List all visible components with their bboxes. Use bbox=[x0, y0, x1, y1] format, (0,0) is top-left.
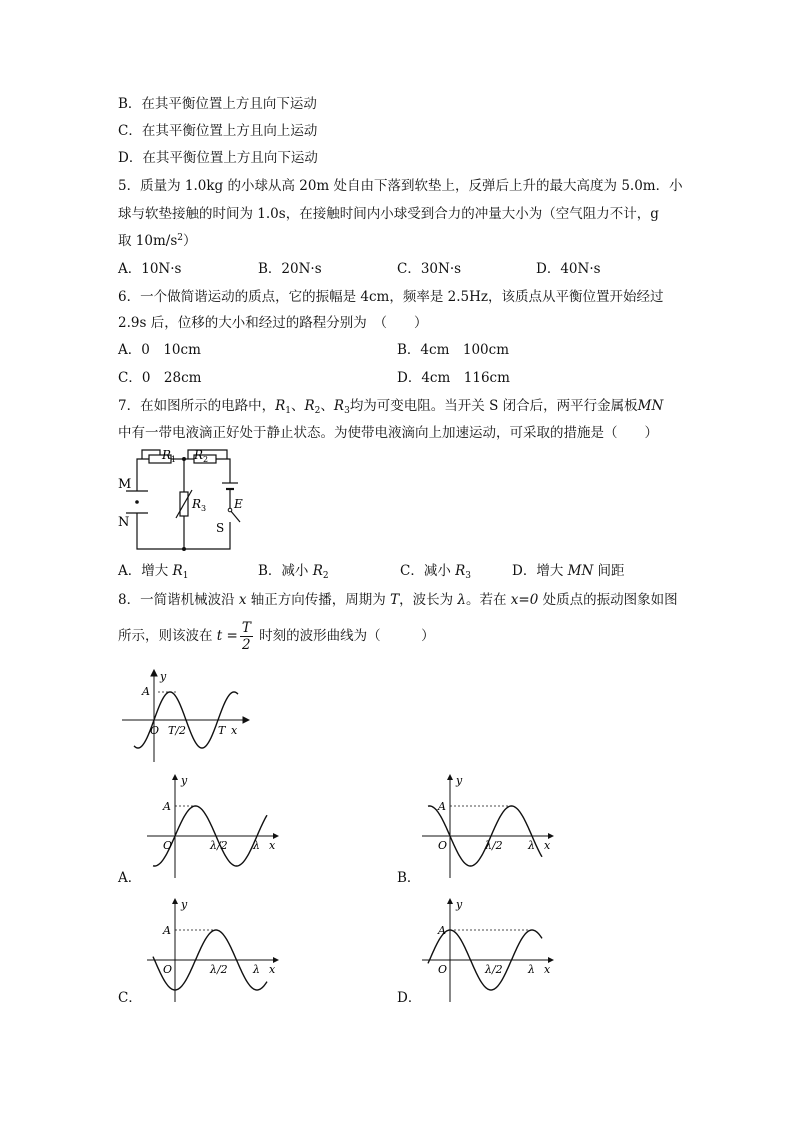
vibration-graph bbox=[118, 668, 250, 764]
q5-line3: 取 $10m/s^2$） bbox=[118, 233, 197, 249]
axis-y-label: y bbox=[160, 670, 167, 683]
label-lambda: λ bbox=[253, 839, 260, 852]
label-t-half: T/2 bbox=[168, 724, 187, 737]
label-lambda: λ bbox=[253, 963, 260, 976]
q5-line1: 5．质量为 1.0kg 的小球从高 20m 处自由下落到软垫上，反弹后上升的最大高度为 5.0m．小 bbox=[118, 178, 683, 194]
label-lambda: λ bbox=[528, 839, 535, 852]
option-b-label: B． bbox=[397, 870, 421, 886]
label-m: M bbox=[118, 477, 132, 492]
droplet bbox=[135, 500, 139, 504]
axis-x-label: x bbox=[544, 963, 551, 976]
q7-option-a: A．增大 $R_1$ bbox=[118, 563, 189, 581]
q6-line2: 2.9s 后，位移的大小和经过的路程分别为 （ ） bbox=[118, 315, 428, 331]
q7-line2: 中有一带电液滴正好处于静止状态。为使带电液滴向上加速运动，可采取的措施是（ ） bbox=[118, 425, 658, 441]
q5-option-a: A．10N·s bbox=[118, 261, 182, 277]
label-s: S bbox=[216, 521, 225, 535]
y-axis-arrow bbox=[172, 898, 178, 904]
q6-option-c: C．0 28cm bbox=[118, 370, 202, 386]
label-origin: O bbox=[438, 839, 448, 852]
label-e: E bbox=[234, 497, 243, 511]
label-amplitude: A bbox=[163, 924, 171, 937]
label-amplitude: A bbox=[438, 800, 446, 813]
option-c-label: C． bbox=[118, 990, 142, 1006]
label-half-lambda: λ/2 bbox=[210, 963, 228, 976]
label-amplitude: A bbox=[438, 924, 446, 937]
q7-option-b: B．减小 $R_2$ bbox=[258, 563, 329, 581]
option-c-prev: C．在其平衡位置上方且向上运动 bbox=[118, 123, 318, 139]
axis-x-label: x bbox=[544, 839, 551, 852]
label-origin: O bbox=[150, 724, 160, 737]
axis-y-label: y bbox=[181, 898, 188, 911]
label-r2: $R_2$ bbox=[194, 448, 209, 464]
switch-lever bbox=[230, 510, 240, 522]
option-d-label: D． bbox=[397, 990, 422, 1006]
option-b-graph bbox=[420, 772, 555, 882]
label-amplitude: A bbox=[142, 685, 150, 698]
y-axis-arrow bbox=[172, 774, 178, 780]
y-axis-arrow bbox=[447, 774, 453, 780]
fraction-t-over-2: $\frac{T}{2}$ bbox=[241, 620, 251, 653]
q5-option-d: D．40N·s bbox=[536, 261, 601, 277]
label-n: N bbox=[118, 515, 130, 530]
axis-y-label: y bbox=[456, 774, 463, 787]
q7-option-c: C．减小 $R_3$ bbox=[400, 563, 472, 581]
axis-x-label: x bbox=[269, 963, 276, 976]
q7-option-d: D．增大 MN 间距 bbox=[512, 563, 625, 579]
label-t: T bbox=[218, 724, 226, 737]
q5-line2: 球与软垫接触的时间为 1.0s，在接触时间内小球受到合力的冲量大小为（空气阻力不计，g bbox=[118, 206, 659, 222]
axis-y-label: y bbox=[456, 898, 463, 911]
label-half-lambda: λ/2 bbox=[485, 839, 503, 852]
wire-top-left bbox=[137, 459, 149, 491]
axis-x-label: x bbox=[269, 839, 276, 852]
q8-line2: 所示，则该波在 t = $\frac{T}{2}$ 时刻的波形曲线为（ ） bbox=[118, 620, 435, 653]
q6-option-a: A．0 10cm bbox=[118, 342, 201, 358]
q5-option-b: B．20N·s bbox=[258, 261, 322, 277]
q5-option-c: C．30N·s bbox=[397, 261, 462, 277]
label-r3: $R_3$ bbox=[192, 497, 207, 513]
label-lambda: λ bbox=[528, 963, 535, 976]
y-axis-arrow bbox=[447, 898, 453, 904]
q7-line1: 7．在如图所示的电路中，$R_1$、$R_2$、$R_3$均为可变电阻。当开关 S 闭合后，两平行金属板MN bbox=[118, 398, 664, 416]
label-origin: O bbox=[438, 963, 448, 976]
q6-option-d: D．4cm 116cm bbox=[397, 370, 510, 386]
option-b-prev: B．在其平衡位置上方且向下运动 bbox=[118, 96, 317, 112]
label-half-lambda: λ/2 bbox=[210, 839, 228, 852]
q6-line1: 6．一个做简谐运动的质点，它的振幅是 4cm，频率是 2.5Hz，该质点从平衡位置开始经过 bbox=[118, 289, 664, 305]
label-origin: O bbox=[163, 839, 173, 852]
option-a-graph bbox=[145, 772, 280, 882]
label-r1: $R_1$ bbox=[162, 448, 177, 464]
option-c-graph bbox=[145, 896, 280, 1006]
axis-y-label: y bbox=[181, 774, 188, 787]
label-amplitude: A bbox=[163, 800, 171, 813]
option-d-prev: D．在其平衡位置上方且向下运动 bbox=[118, 150, 318, 166]
option-d-graph bbox=[420, 896, 555, 1006]
r3-arrow bbox=[176, 490, 192, 518]
axis-x-label: x bbox=[231, 724, 238, 737]
option-a-label: A． bbox=[118, 870, 142, 886]
label-origin: O bbox=[163, 963, 173, 976]
q6-option-b: B．4cm 100cm bbox=[397, 342, 510, 358]
label-half-lambda: λ/2 bbox=[485, 963, 503, 976]
q8-line1: 8．一简谐机械波沿 x 轴正方向传播，周期为 T，波长为 λ。若在 x=0 处质点的振动图象如图 bbox=[118, 592, 678, 608]
circuit-diagram bbox=[112, 446, 252, 558]
